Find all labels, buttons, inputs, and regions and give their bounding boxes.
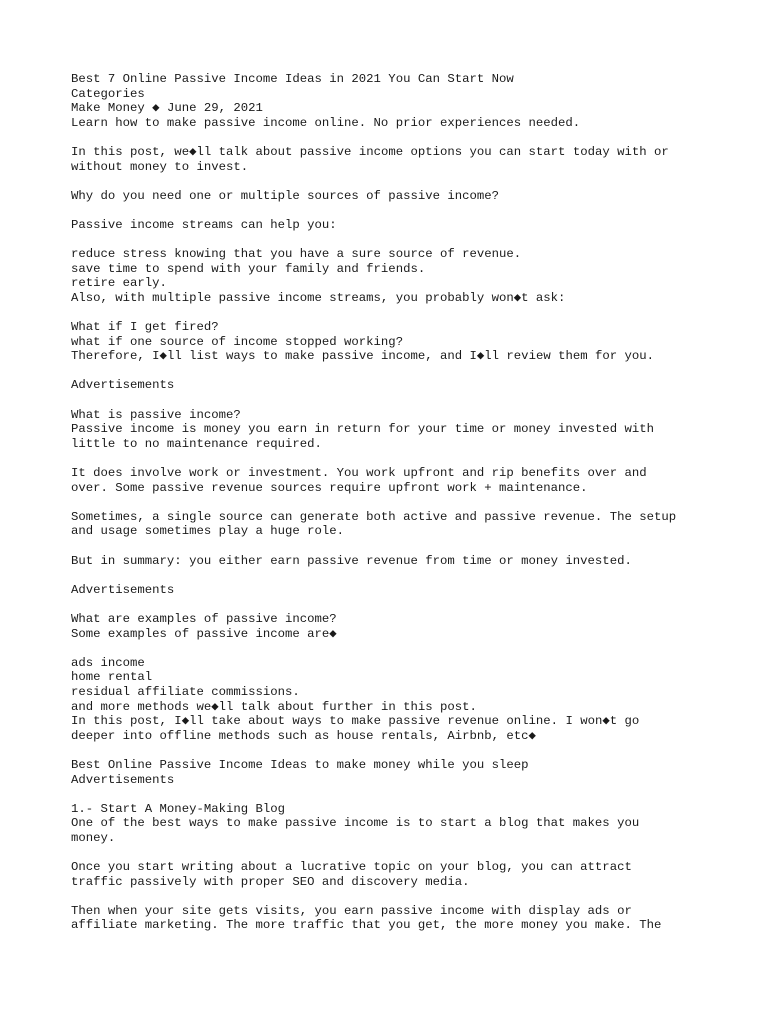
text-line: It does involve work or investment. You work upfront and rip benefits over and <box>71 466 647 481</box>
text-line: and more methods we◆ll talk about further in this post. <box>71 699 477 714</box>
text-line: little to no maintenance required. <box>71 436 322 451</box>
text-line <box>71 306 731 321</box>
text-line: One of the best ways to make passive income is to start a blog that makes you <box>71 816 640 831</box>
text-line: What is passive income? <box>71 407 241 422</box>
text-line: Therefore, I◆ll list ways to make passive income, and I◆ll review them for you. <box>71 349 655 364</box>
text-line <box>71 174 731 189</box>
text-line: save time to spend with your family and friends. <box>71 261 426 276</box>
text-line <box>71 451 731 466</box>
text-line <box>71 597 731 612</box>
text-line: Categories <box>71 86 145 101</box>
text-line: ads income <box>71 655 145 670</box>
text-line: Advertisements <box>71 378 175 393</box>
text-line: home rental <box>71 670 153 685</box>
text-line <box>71 845 731 860</box>
text-line: residual affiliate commissions. <box>71 684 300 699</box>
text-line: In this post, I◆ll take about ways to make passive revenue online. I won◆t go <box>71 714 640 729</box>
text-line <box>71 743 731 758</box>
text-line: Then when your site gets visits, you earn passive income with display ads or <box>71 903 632 918</box>
text-line: over. Some passive revenue sources require upfront work + maintenance. <box>71 480 588 495</box>
text-line: Some examples of passive income are◆ <box>71 626 337 641</box>
text-line: Advertisements <box>71 582 175 597</box>
text-line: Best Online Passive Income Ideas to make money while you sleep <box>71 757 529 772</box>
text-line: Sometimes, a single source can generate both active and passive revenue. The setup <box>71 509 677 524</box>
text-line: retire early. <box>71 276 167 291</box>
text-line <box>71 889 731 904</box>
text-line: Best 7 Online Passive Income Ideas in 2021 You Can Start Now <box>71 72 514 86</box>
text-line <box>71 539 731 554</box>
text-line: without money to invest. <box>71 159 249 174</box>
text-line: Learn how to make passive income online. No prior experiences needed. <box>71 115 581 130</box>
text-line: Make Money ◆ June 29, 2021 <box>71 101 263 116</box>
text-line <box>71 641 731 656</box>
text-line: 1.- Start A Money-Making Blog <box>71 801 286 816</box>
text-line: Also, with multiple passive income streams, you probably won◆t ask: <box>71 290 566 305</box>
text-line: In this post, we◆ll talk about passive income options you can start today with or <box>71 144 669 159</box>
text-line: Advertisements <box>71 772 175 787</box>
text-line: Once you start writing about a lucrative topic on your blog, you can attract <box>71 860 632 875</box>
text-line <box>71 495 731 510</box>
text-line: reduce stress knowing that you have a sure source of revenue. <box>71 247 522 262</box>
text-line: Passive income is money you earn in return for your time or money invested with <box>71 422 654 437</box>
text-line <box>71 393 731 408</box>
text-line: money. <box>71 830 116 845</box>
text-line <box>71 203 731 218</box>
text-line: traffic passively with proper SEO and discovery media. <box>71 874 470 889</box>
text-line: and usage sometimes play a huge role. <box>71 524 345 539</box>
text-line: Passive income streams can help you: <box>71 217 337 232</box>
text-line: deeper into offline methods such as house rentals, Airbnb, etc◆ <box>71 728 536 743</box>
text-line: Why do you need one or multiple sources of passive income? <box>71 188 500 203</box>
text-line <box>71 568 731 583</box>
text-line <box>71 787 731 802</box>
document-body <box>71 72 731 933</box>
text-line: But in summary: you either earn passive revenue from time or money invested. <box>71 553 632 568</box>
text-line <box>71 130 731 145</box>
text-line: affiliate marketing. The more traffic that you get, the more money you make. The <box>71 918 662 933</box>
text-line: What if I get fired? <box>71 320 219 335</box>
text-line: What are examples of passive income? <box>71 611 337 626</box>
text-line: what if one source of income stopped working? <box>71 334 404 349</box>
text-line <box>71 233 731 248</box>
text-line <box>71 364 731 379</box>
